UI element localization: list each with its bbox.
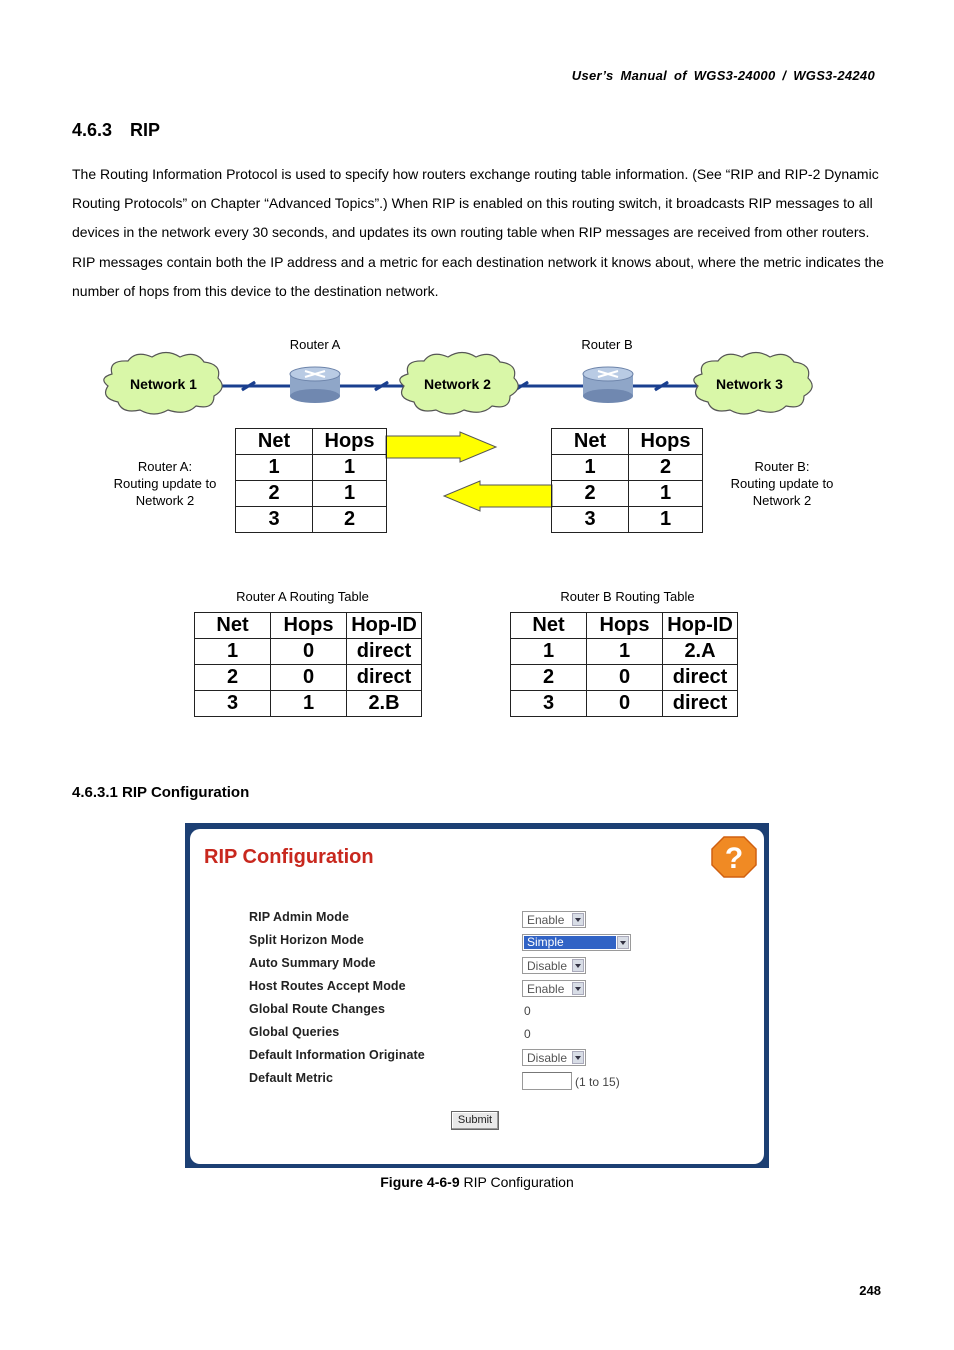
router-b-update-line2: Routing update to xyxy=(730,476,834,491)
table-cell: 1 xyxy=(552,455,629,481)
router-b-label: Router B xyxy=(581,337,633,352)
table-cell: 1 xyxy=(511,639,587,665)
router-b-update-label xyxy=(722,458,842,509)
section-heading xyxy=(72,120,160,141)
global-route-changes-label: Global Route Changes xyxy=(249,1002,386,1016)
arrow-right xyxy=(386,432,496,462)
host-routes-accept-mode-select[interactable] xyxy=(522,980,586,997)
rip-admin-mode-select[interactable] xyxy=(522,911,586,928)
chevron-down-icon[interactable] xyxy=(572,982,584,995)
rip-admin-mode-label: RIP Admin Mode xyxy=(249,910,350,924)
table-cell: 1 xyxy=(195,639,271,665)
table-cell: 3 xyxy=(511,691,587,717)
table-cell: direct xyxy=(663,691,738,717)
router-a-table-title: Router A Routing Table xyxy=(236,589,369,604)
table-header: Hop-ID xyxy=(347,613,422,639)
router-a-icon xyxy=(290,367,340,403)
table-header: Hops xyxy=(629,429,703,455)
table-cell: 1 xyxy=(313,455,387,481)
table-header: Net xyxy=(511,613,587,639)
table-cell: 2 xyxy=(629,455,703,481)
link-routerb-net3 xyxy=(632,382,697,390)
host-routes-accept-mode-label: Host Routes Accept Mode xyxy=(249,979,406,993)
section-number: 4.6.3 xyxy=(72,120,113,140)
table-cell: 3 xyxy=(236,507,313,533)
figure-caption-text: RIP Configuration xyxy=(459,1174,574,1190)
table-header: Hops xyxy=(587,613,663,639)
section-title: RIP xyxy=(130,120,161,140)
rip-admin-mode-value: Enable xyxy=(527,913,565,927)
table-cell: 2.B xyxy=(347,691,422,717)
table-cell: direct xyxy=(347,665,422,691)
auto-summary-mode-select[interactable] xyxy=(522,957,586,974)
table-cell: 0 xyxy=(587,691,663,717)
global-queries-label: Global Queries xyxy=(249,1025,340,1039)
default-information-originate-label: Default Information Originate xyxy=(249,1048,425,1062)
network1-label: Network 1 xyxy=(130,376,197,392)
table-cell: 1 xyxy=(629,481,703,507)
default-information-originate-value: Disable xyxy=(527,1051,568,1065)
router-b-update-line3: Network 2 xyxy=(752,493,812,508)
default-metric-range-hint: (1 to 15) xyxy=(575,1075,620,1089)
submit-button[interactable]: Submit xyxy=(451,1111,499,1130)
chevron-down-icon[interactable] xyxy=(572,959,584,972)
auto-summary-mode-label: Auto Summary Mode xyxy=(249,956,376,970)
router-a-update-line1: Router A: xyxy=(137,459,193,474)
table-header: Net xyxy=(236,429,313,455)
intro-paragraph: The Routing Information Protocol is used to specify how routers exchange routing table information. (See “RIP and RIP-2 Dynamic Routing Protocols” on Chapter “Advanced Topics”.) When RIP is enabled on this routing switch, it broadcasts RIP messages to all devices in the network every 30 seconds, and updates its own routing table when RIP messages are received from other routers. RIP messages contain both the IP address and a metric for each destination network it knows about, where the metric indicates the number of hops from this device to the destination network. xyxy=(72,166,884,299)
table-cell: 1 xyxy=(236,455,313,481)
router-a-routing-table xyxy=(194,612,422,717)
chevron-down-icon[interactable] xyxy=(572,913,584,926)
router-b-update-table xyxy=(551,428,703,533)
router-a-update-line2: Routing update to xyxy=(113,476,217,491)
table-cell: 2 xyxy=(195,665,271,691)
table-header: Net xyxy=(552,429,629,455)
table-header: Hops xyxy=(313,429,387,455)
figure-label: Figure 4-6-9 xyxy=(380,1174,460,1190)
router-b-update-line1: Router B: xyxy=(754,459,810,474)
arrows xyxy=(380,430,560,530)
table-cell: 1 xyxy=(313,481,387,507)
network3-label: Network 3 xyxy=(716,376,783,392)
global-queries-value: 0 xyxy=(524,1027,531,1041)
table-cell: 1 xyxy=(587,639,663,665)
chevron-down-icon[interactable] xyxy=(572,1051,584,1064)
help-icon[interactable] xyxy=(710,835,758,879)
table-cell: 3 xyxy=(195,691,271,717)
table-cell: 2.A xyxy=(663,639,738,665)
table-cell: 0 xyxy=(271,665,347,691)
router-a-update-label xyxy=(105,458,225,509)
table-cell: 1 xyxy=(629,507,703,533)
figure-caption xyxy=(0,1174,954,1190)
table-cell: 1 xyxy=(271,691,347,717)
router-b-icon xyxy=(583,367,633,403)
subsection-heading: 4.6.3.1 RIP Configuration xyxy=(72,784,250,801)
table-cell: 2 xyxy=(511,665,587,691)
network2-label: Network 2 xyxy=(424,376,491,392)
table-cell: 0 xyxy=(271,639,347,665)
global-route-changes-value: 0 xyxy=(524,1004,531,1018)
rip-config-title: RIP Configuration xyxy=(204,846,374,868)
split-horizon-mode-label: Split Horizon Mode xyxy=(249,933,364,947)
table-cell: 0 xyxy=(587,665,663,691)
table-cell: direct xyxy=(663,665,738,691)
default-metric-input[interactable] xyxy=(522,1072,572,1090)
table-cell: 2 xyxy=(236,481,313,507)
split-horizon-mode-select[interactable] xyxy=(522,934,631,951)
table-header: Hop-ID xyxy=(663,613,738,639)
link-routera-net2 xyxy=(340,382,404,390)
manual-header: User’s Manual of WGS3-24000 / WGS3-24240 xyxy=(571,68,875,83)
page-number: 248 xyxy=(859,1283,881,1298)
table-cell: 3 xyxy=(552,507,629,533)
table-cell: 2 xyxy=(552,481,629,507)
default-metric-label: Default Metric xyxy=(249,1071,334,1085)
chevron-down-icon[interactable] xyxy=(617,936,629,949)
router-a-label: Router A xyxy=(289,337,341,352)
router-b-routing-table xyxy=(510,612,738,717)
host-routes-accept-mode-value: Enable xyxy=(527,982,565,996)
table-header: Net xyxy=(195,613,271,639)
table-cell: 2 xyxy=(313,507,387,533)
table-header: Hops xyxy=(271,613,347,639)
router-b-table-title: Router B Routing Table xyxy=(560,589,695,604)
table-cell: direct xyxy=(347,639,422,665)
default-information-originate-select[interactable] xyxy=(522,1049,586,1066)
router-a-update-line3: Network 2 xyxy=(135,493,195,508)
arrow-left xyxy=(444,481,552,511)
router-a-update-table xyxy=(235,428,387,533)
auto-summary-mode-value: Disable xyxy=(527,959,568,973)
svg-text:?: ? xyxy=(724,842,744,875)
split-horizon-mode-value: Simple xyxy=(524,936,616,949)
